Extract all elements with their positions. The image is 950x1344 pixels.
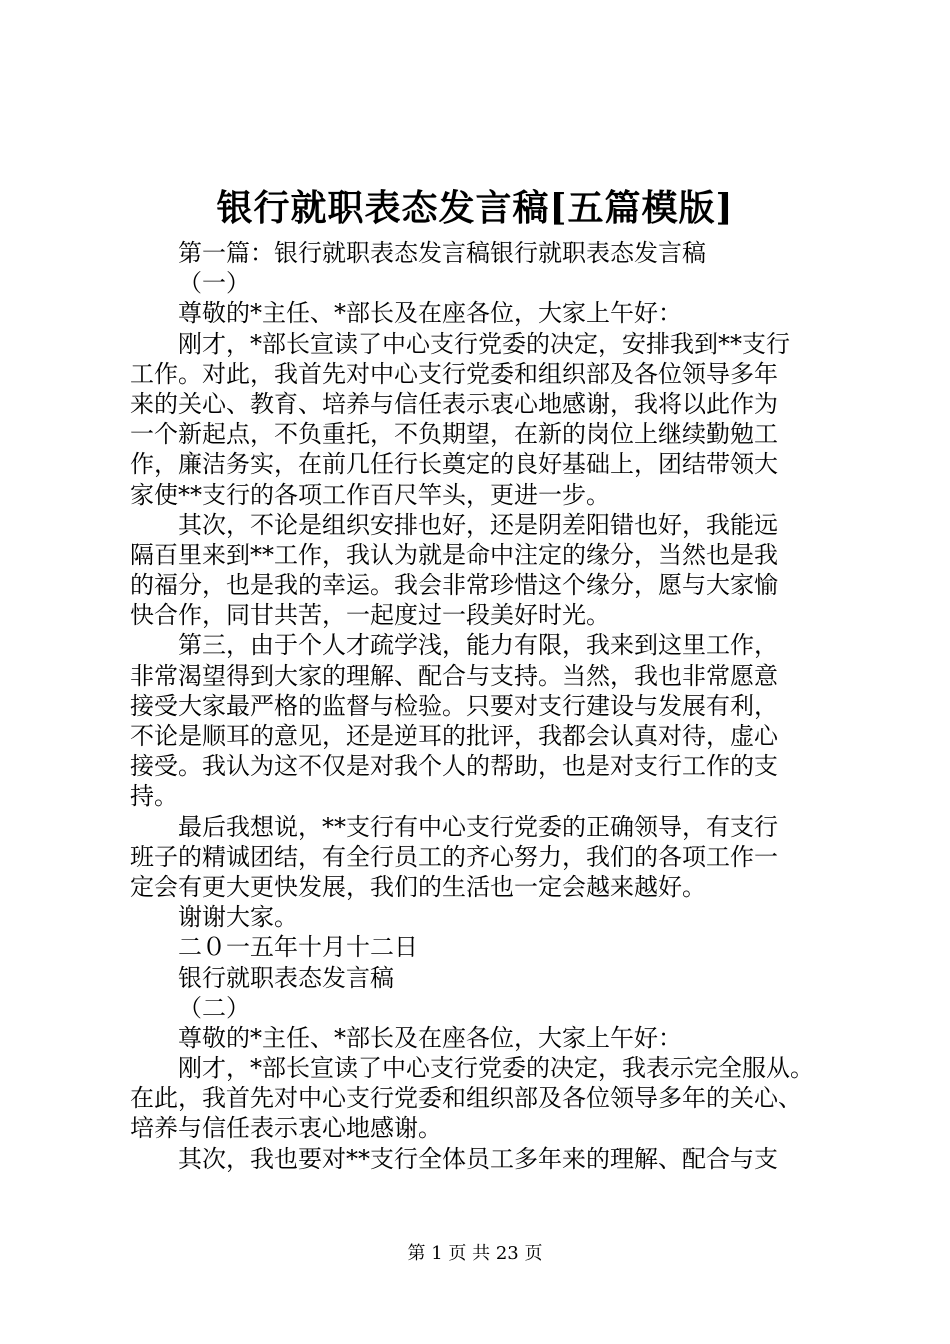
body-line: 其次，不论是组织安排也好，还是阴差阳错也好，我能远 [178, 510, 778, 539]
body-line: 接受大家最严格的监督与检验。只要对支行建设与发展有利， [130, 691, 778, 720]
body-line: 持。 [130, 782, 178, 811]
body-line: 刚才，*部长宣读了中心支行党委的决定，我表示完全服从。 [178, 1054, 814, 1083]
body-line: 最后我想说，**支行有中心支行党委的正确领导，有支行 [178, 812, 778, 841]
body-line: 不论是顺耳的意见，还是逆耳的批评，我都会认真对待，虚心 [130, 722, 778, 750]
page-number-footer: 第 1 页 共 23 页 [407, 1243, 543, 1264]
body-line: 工作。对此，我首先对中心支行党委和组织部及各位领导多年 [130, 359, 778, 388]
body-line: 的福分，也是我的幸运。我会非常珍惜这个缘分，愿与大家愉 [130, 571, 778, 600]
body-line: 尊敬的*主任、*部长及在座各位，大家上午好： [178, 299, 682, 328]
body-line: 第一篇：银行就职表态发言稿银行就职表态发言稿 [178, 239, 706, 267]
body-line: （一） [178, 269, 250, 298]
body-line: （二） [178, 993, 250, 1022]
document-title: 银行就职表态发言稿[五篇模版] [216, 187, 734, 229]
body-line: 非常渴望得到大家的理解、配合与支持。当然，我也非常愿意 [130, 661, 778, 690]
body-line: 班子的精诚团结，有全行员工的齐心努力，我们的各项工作一 [130, 842, 778, 871]
body-line: 尊敬的*主任、*部长及在座各位，大家上午好： [178, 1023, 682, 1052]
body-line: 在此，我首先对中心支行党委和组织部及各位领导多年的关心、 [130, 1084, 802, 1113]
body-line: 隔百里来到**工作，我认为就是命中注定的缘分，当然也是我 [130, 540, 778, 569]
body-line: 一个新起点，不负重托，不负期望，在新的岗位上继续勤勉工 [130, 420, 778, 449]
body-line: 来的关心、教育、培养与信任表示衷心地感谢，我将以此作为 [130, 389, 778, 418]
body-line: 二０一五年十月十二日 [178, 933, 418, 962]
body-line: 定会有更大更快发展，我们的生活也一定会越来越好。 [130, 872, 706, 901]
body-line: 银行就职表态发言稿 [178, 963, 394, 992]
body-line: 刚才，*部长宣读了中心支行党委的决定，安排我到**支行 [178, 329, 790, 358]
body-line: 培养与信任表示衷心地感谢。 [130, 1114, 442, 1143]
body-line: 家使**支行的各项工作百尺竿头，更进一步。 [130, 480, 610, 509]
body-line: 其次，我也要对**支行全体员工多年来的理解、配合与支 [178, 1144, 778, 1173]
body-line: 谢谢大家。 [178, 903, 298, 932]
body-line: 接受。我认为这不仅是对我个人的帮助，也是对支行工作的支 [130, 752, 778, 781]
document-body [130, 238, 840, 1174]
body-line: 作，廉洁务实，在前几任行长奠定的良好基础上，团结带领大 [130, 450, 778, 479]
body-line: 第三，由于个人才疏学浅，能力有限，我来到这里工作， [178, 631, 778, 660]
body-line: 快合作，同甘共苦，一起度过一段美好时光。 [130, 601, 610, 630]
